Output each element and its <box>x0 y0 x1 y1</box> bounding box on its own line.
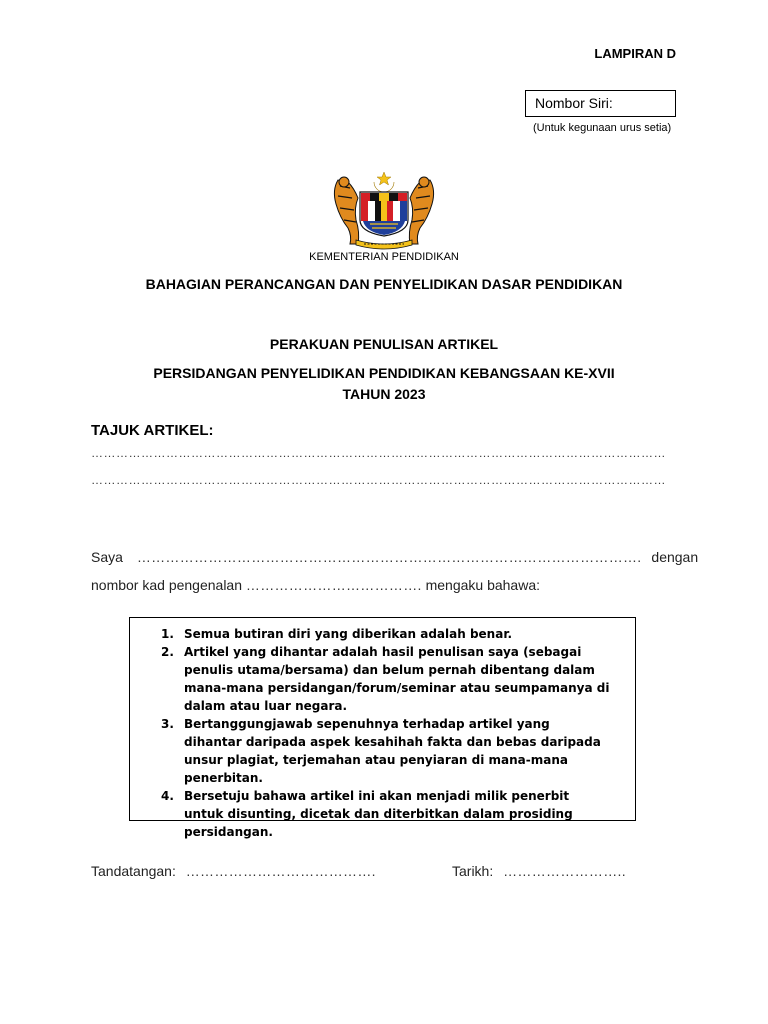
coat-of-arms-icon <box>330 170 438 250</box>
division-heading: BAHAGIAN PERANCANGAN DAN PENYELIDIKAN DASAR PENDIDIKAN <box>145 276 623 292</box>
statement-text: Bertanggungjawab sepenuhnya terhadap artikel yang dihantar daripada aspek kesahihah fakta dan bebas daripada unsur plagiat, terjemahan atau penyiaran di mana-mana penerbitan. <box>184 717 601 785</box>
statements-list <box>130 618 635 841</box>
dengan-label: dengan <box>651 549 699 565</box>
signature-row <box>91 863 376 879</box>
statement-text: Artikel yang dihantar adalah hasil penulisan saya (sebagai penulis utama/bersama) dan belum pernah dibentang dalam mana-mana persidangan/forum/seminar atau seumpamanya di dalam atau luar negara. <box>184 645 610 713</box>
statement-item <box>130 625 635 643</box>
date-row <box>452 863 626 879</box>
article-title-line-2[interactable]: ………………………………………………………………………………………………………………………… <box>91 473 666 487</box>
ic-number-field[interactable]: ………………………………. <box>245 577 422 593</box>
statement-number: 3. <box>161 717 174 731</box>
date-label: Tarikh: <box>452 863 494 879</box>
statement-item <box>130 643 635 715</box>
statement-item <box>130 715 635 787</box>
mengaku-label: mengaku bahawa: <box>425 577 541 593</box>
name-row <box>91 549 698 565</box>
document-title: PERAKUAN PENULISAN ARTIKEL <box>269 336 499 352</box>
article-title-line-1[interactable]: ………………………………………………………………………………………………………………………… <box>91 446 666 460</box>
ministry-name: KEMENTERIAN PENDIDIKAN <box>309 251 459 263</box>
secretariat-note: (Untuk kegunaan urus setia) <box>533 122 672 134</box>
ic-row <box>91 577 540 593</box>
conference-name: PERSIDANGAN PENYELIDIKAN PENDIDIKAN KEBANGSAAN KE-XVII <box>153 365 615 381</box>
statement-number: 1. <box>161 627 174 641</box>
signature-label: Tandatangan: <box>91 863 176 879</box>
name-field[interactable]: ……………………………………………………………………………………………. <box>136 549 642 565</box>
article-title-label: TAJUK ARTIKEL: <box>91 422 214 439</box>
conference-year: TAHUN 2023 <box>342 386 426 402</box>
date-field[interactable]: …………………….. <box>503 863 626 879</box>
ic-label: nombor kad pengenalan <box>91 577 243 593</box>
statement-item <box>130 787 635 841</box>
statement-text: Semua butiran diri yang diberikan adalah benar. <box>184 627 513 641</box>
statement-text: Bersetuju bahawa artikel ini akan menjadi milik penerbit untuk disunting, dicetak dan diterbitkan dalam prosiding persidangan. <box>184 789 573 839</box>
statement-number: 2. <box>161 645 174 659</box>
signature-field[interactable]: …………………………………. <box>185 863 376 879</box>
statement-number: 4. <box>161 789 174 803</box>
statements-box <box>129 617 636 839</box>
serial-number-label: Nombor Siri: <box>535 95 613 111</box>
serial-number-box[interactable] <box>525 90 676 117</box>
appendix-label: LAMPIRAN D <box>594 46 676 61</box>
saya-label: Saya <box>91 549 123 565</box>
